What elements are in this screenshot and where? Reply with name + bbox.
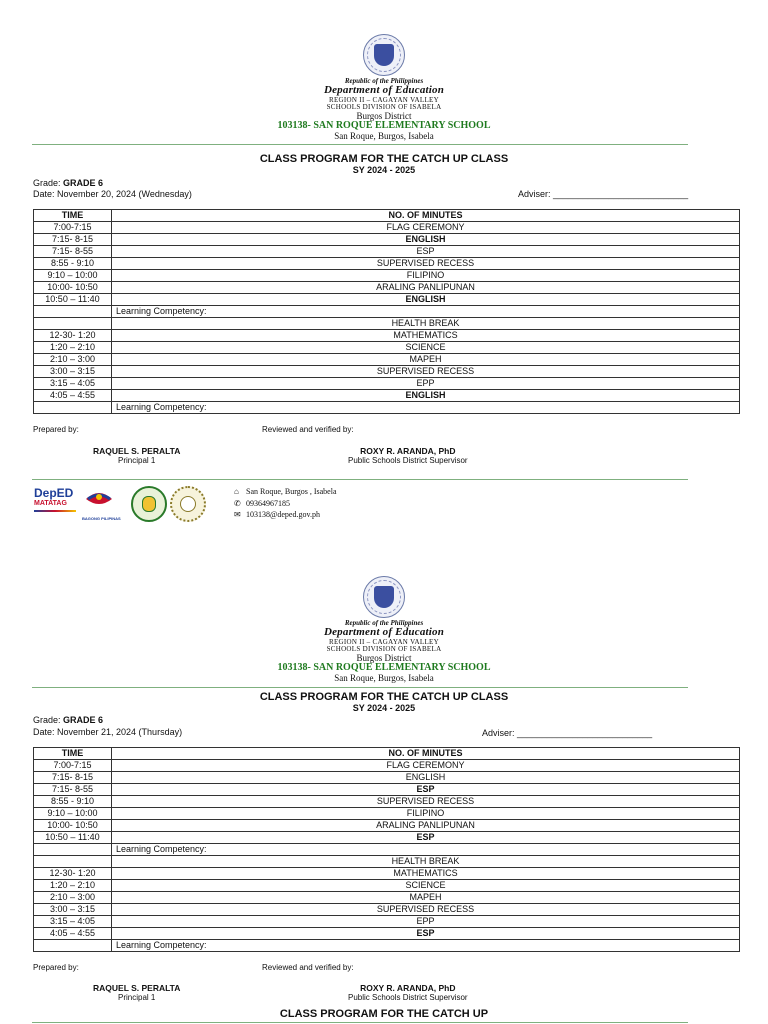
minutes-header: NO. OF MINUTES xyxy=(112,210,740,222)
grade-label: Grade: xyxy=(33,178,61,188)
subject-cell: SUPERVISED RECESS xyxy=(112,796,740,808)
table-row xyxy=(34,318,740,330)
time-cell xyxy=(34,940,112,952)
time-cell: 3:15 – 4:05 xyxy=(34,916,112,928)
subject-cell: EPP xyxy=(112,378,740,390)
table-header-row xyxy=(34,748,740,760)
table-row xyxy=(34,354,740,366)
subject-cell: FILIPINO xyxy=(112,808,740,820)
time-cell: 10:50 – 11:40 xyxy=(34,294,112,306)
page-title-3: CLASS PROGRAM FOR THE CATCH UP xyxy=(279,1008,489,1020)
time-cell: 9:10 – 10:00 xyxy=(34,808,112,820)
subject-cell: MATHEMATICS xyxy=(112,868,740,880)
principal-signature xyxy=(93,446,180,465)
table-row xyxy=(34,222,740,234)
page-title: CLASS PROGRAM FOR THE CATCH UP CLASS xyxy=(259,691,509,703)
time-cell: 1:20 – 2:10 xyxy=(34,880,112,892)
learning-competency-row xyxy=(34,306,740,318)
supervisor-name: ROXY R. ARANDA, PhD xyxy=(360,983,456,993)
supervisor-signature xyxy=(348,446,468,465)
time-cell xyxy=(34,318,112,330)
date-line: Date: November 21, 2024 (Thursday) xyxy=(33,727,183,737)
home-icon: ⌂ xyxy=(234,487,239,496)
principal-title: Principal 1 xyxy=(118,993,156,1002)
republic-label: Republic of the Philippines xyxy=(344,619,424,627)
footer-address: San Roque, Burgos , Isabela xyxy=(246,487,337,496)
supervisor-title: Public Schools District Supervisor xyxy=(348,993,468,1002)
page-title: CLASS PROGRAM FOR THE CATCH UP CLASS xyxy=(259,153,509,165)
time-cell xyxy=(34,844,112,856)
school-name: 103138- SAN ROQUE ELEMENTARY SCHOOL xyxy=(277,662,491,674)
republic-label: Republic of the Philippines xyxy=(344,77,424,85)
time-cell: 8:55 - 9:10 xyxy=(34,258,112,270)
supervisor-name: ROXY R. ARANDA, PhD xyxy=(360,446,456,456)
principal-name: RAQUEL S. PERALTA xyxy=(93,983,181,993)
table-row xyxy=(34,246,740,258)
deped-seal-icon xyxy=(363,34,405,76)
subject-cell: SUPERVISED RECESS xyxy=(112,258,740,270)
table-row xyxy=(34,856,740,868)
reviewed-by-label: Reviewed and verified by: xyxy=(262,425,354,434)
region-label: REGION II – CAGAYAN VALLEY xyxy=(329,95,439,104)
learning-competency-row xyxy=(34,940,740,952)
subject-cell: MAPEH xyxy=(112,354,740,366)
principal-name: RAQUEL S. PERALTA xyxy=(93,446,181,456)
time-cell: 1:20 – 2:10 xyxy=(34,342,112,354)
subject-cell: MATHEMATICS xyxy=(112,330,740,342)
learning-competency-row xyxy=(34,402,740,414)
letterhead-1 xyxy=(0,34,768,141)
time-cell: 7:15- 8-55 xyxy=(34,246,112,258)
time-cell: 2:10 – 3:00 xyxy=(34,354,112,366)
time-cell: 12-30- 1:20 xyxy=(34,330,112,342)
table-row xyxy=(34,916,740,928)
table-row xyxy=(34,880,740,892)
subject-cell: ESP xyxy=(112,832,740,844)
time-cell: 7:15- 8-15 xyxy=(34,234,112,246)
letterhead-2 xyxy=(0,576,768,683)
subject-cell: ENGLISH xyxy=(112,294,740,306)
footer-divider xyxy=(32,479,688,480)
principal-title: Principal 1 xyxy=(118,456,156,465)
minutes-header: NO. OF MINUTES xyxy=(112,748,740,760)
district-label: Burgos District xyxy=(356,652,412,663)
adviser-line: Adviser: ___________________________ xyxy=(518,189,689,199)
subject-cell: ENGLISH xyxy=(112,234,740,246)
time-cell: 4:05 – 4:55 xyxy=(34,928,112,940)
class-program-table-2 xyxy=(33,747,740,952)
footer-phone: 09364967185 xyxy=(246,498,290,508)
prepared-by-label: Prepared by: xyxy=(33,425,79,434)
department-label: Department of Education xyxy=(323,626,445,639)
date-line: Date: November 20, 2024 (Wednesday) xyxy=(33,189,192,199)
time-cell: 12-30- 1:20 xyxy=(34,868,112,880)
time-cell: 4:05 – 4:55 xyxy=(34,390,112,402)
mail-icon: ✉ xyxy=(234,510,241,519)
time-cell: 9:10 – 10:00 xyxy=(34,270,112,282)
table-row xyxy=(34,258,740,270)
time-cell: 10:00- 10:50 xyxy=(34,820,112,832)
supervisor-title: Public Schools District Supervisor xyxy=(348,456,468,465)
table-row xyxy=(34,772,740,784)
table-row xyxy=(34,390,740,402)
table-row xyxy=(34,234,740,246)
table-row xyxy=(34,868,740,880)
school-seal-icon xyxy=(131,486,167,522)
divider xyxy=(32,144,688,145)
table-row xyxy=(34,282,740,294)
time-cell: 8:55 - 9:10 xyxy=(34,796,112,808)
time-cell xyxy=(34,402,112,414)
district-label: Burgos District xyxy=(356,110,412,121)
grade-line xyxy=(33,178,103,188)
time-cell: 3:00 – 3:15 xyxy=(34,366,112,378)
table-header-row xyxy=(34,210,740,222)
subject-cell: FILIPINO xyxy=(112,270,740,282)
learning-competency-row xyxy=(34,844,740,856)
table-row xyxy=(34,904,740,916)
phone-icon: ✆ xyxy=(234,498,241,508)
deped-matatag-logo: DepED MATATAG xyxy=(34,487,76,512)
divider xyxy=(32,687,688,688)
bagong-pilipinas-logo: BAGONG PILIPINAS xyxy=(82,485,121,521)
division-label: SCHOOLS DIVISION OF ISABELA xyxy=(326,645,442,654)
time-cell: 7:00-7:15 xyxy=(34,760,112,772)
deped-seal-icon xyxy=(363,576,405,618)
subject-cell: FLAG CEREMONY xyxy=(112,222,740,234)
subject-cell: SUPERVISED RECESS xyxy=(112,366,740,378)
subject-cell: ARALING PANLIPUNAN xyxy=(112,820,740,832)
table-row xyxy=(34,366,740,378)
grade-value: GRADE 6 xyxy=(63,178,104,188)
learning-competency-label: Learning Competency: xyxy=(112,940,740,952)
subject-cell: SCIENCE xyxy=(112,880,740,892)
subject-cell: ESP xyxy=(112,928,740,940)
subject-cell: ENGLISH xyxy=(112,390,740,402)
school-name: 103138- SAN ROQUE ELEMENTARY SCHOOL xyxy=(277,120,491,132)
footer-contact xyxy=(234,486,337,521)
table-row xyxy=(34,832,740,844)
table-row xyxy=(34,784,740,796)
time-cell: 7:15- 8-15 xyxy=(34,772,112,784)
subject-cell: SUPERVISED RECESS xyxy=(112,904,740,916)
subject-cell: MAPEH xyxy=(112,892,740,904)
subject-cell: SCIENCE xyxy=(112,342,740,354)
time-cell: 3:15 – 4:05 xyxy=(34,378,112,390)
subject-cell: ENGLISH xyxy=(112,772,740,784)
learning-competency-label: Learning Competency: xyxy=(112,306,740,318)
time-header: TIME xyxy=(34,748,112,760)
table-row xyxy=(34,378,740,390)
table-row xyxy=(34,796,740,808)
subject-cell: EPP xyxy=(112,916,740,928)
time-cell: 2:10 – 3:00 xyxy=(34,892,112,904)
region-label: REGION II – CAGAYAN VALLEY xyxy=(329,637,439,646)
principal-signature xyxy=(93,983,180,1002)
school-address: San Roque, Burgos, Isabela xyxy=(334,672,434,683)
school-year: SY 2024 - 2025 xyxy=(352,165,416,175)
table-row xyxy=(34,760,740,772)
table-row xyxy=(34,892,740,904)
time-cell: 3:00 – 3:15 xyxy=(34,904,112,916)
subject-cell: ARALING PANLIPUNAN xyxy=(112,282,740,294)
table-row xyxy=(34,808,740,820)
table-row xyxy=(34,928,740,940)
department-label: Department of Education xyxy=(323,84,445,97)
supervisor-signature xyxy=(348,983,468,1002)
grade-value: GRADE 6 xyxy=(63,715,104,725)
adviser-line: Adviser: ___________________________ xyxy=(482,728,653,738)
reviewed-by-label: Reviewed and verified by: xyxy=(262,963,354,972)
table-row xyxy=(34,294,740,306)
subject-cell: ESP xyxy=(112,784,740,796)
table-row xyxy=(34,270,740,282)
time-cell xyxy=(34,856,112,868)
division-label: SCHOOLS DIVISION OF ISABELA xyxy=(326,103,442,112)
divider xyxy=(32,1022,688,1023)
grade-label: Grade: xyxy=(33,715,61,725)
subject-cell: FLAG CEREMONY xyxy=(112,760,740,772)
learning-competency-label: Learning Competency: xyxy=(112,402,740,414)
time-cell: 7:15- 8-55 xyxy=(34,784,112,796)
time-cell: 7:00-7:15 xyxy=(34,222,112,234)
subject-cell: ESP xyxy=(112,246,740,258)
subject-cell: HEALTH BREAK xyxy=(112,856,740,868)
class-program-table-1 xyxy=(33,209,740,414)
table-row xyxy=(34,342,740,354)
school-address: San Roque, Burgos, Isabela xyxy=(334,130,434,141)
table-row xyxy=(34,820,740,832)
time-cell: 10:50 – 11:40 xyxy=(34,832,112,844)
subject-cell: HEALTH BREAK xyxy=(112,318,740,330)
learning-competency-label: Learning Competency: xyxy=(112,844,740,856)
division-seal-icon xyxy=(170,486,206,522)
grade-line xyxy=(33,715,103,725)
time-header: TIME xyxy=(34,210,112,222)
prepared-by-label: Prepared by: xyxy=(33,963,79,972)
footer-logos xyxy=(34,485,394,525)
school-year: SY 2024 - 2025 xyxy=(352,703,416,713)
footer-email: 103138@deped.gov.ph xyxy=(246,510,320,519)
time-cell: 10:00- 10:50 xyxy=(34,282,112,294)
table-row xyxy=(34,330,740,342)
time-cell xyxy=(34,306,112,318)
